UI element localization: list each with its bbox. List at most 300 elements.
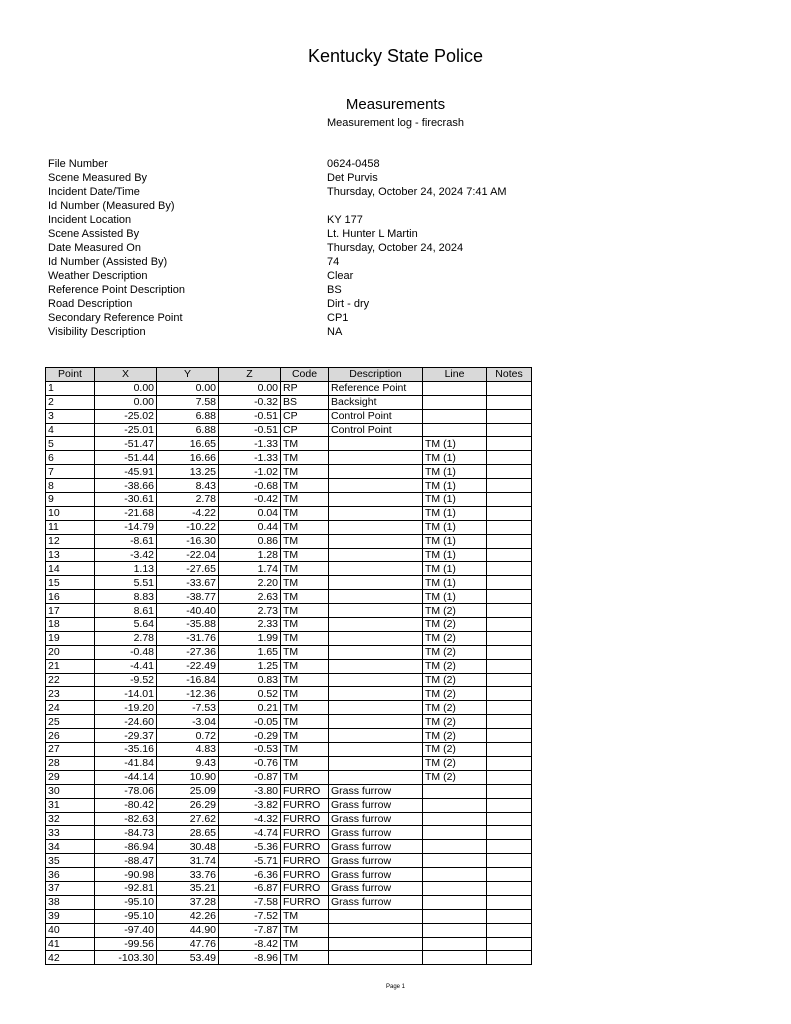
cell-point: 13 xyxy=(46,548,95,562)
cell-point: 41 xyxy=(46,937,95,951)
cell-description: Grass furrow xyxy=(329,895,423,909)
cell-z: 0.44 xyxy=(219,520,281,534)
cell-x: -25.01 xyxy=(95,423,157,437)
table-row xyxy=(46,520,532,534)
cell-code: FURRO xyxy=(281,784,329,798)
incident-info-block xyxy=(48,157,648,339)
cell-y: 4.83 xyxy=(157,743,219,757)
table-row xyxy=(46,909,532,923)
info-row xyxy=(48,325,648,339)
info-row xyxy=(48,199,648,213)
column-header: Description xyxy=(329,368,423,382)
cell-line: TM (2) xyxy=(423,756,487,770)
cell-description xyxy=(329,715,423,729)
cell-description xyxy=(329,909,423,923)
cell-y: -31.76 xyxy=(157,631,219,645)
info-value: Clear xyxy=(327,270,354,282)
cell-z: -0.76 xyxy=(219,756,281,770)
cell-line: TM (1) xyxy=(423,520,487,534)
cell-notes xyxy=(487,506,532,520)
cell-point: 26 xyxy=(46,729,95,743)
cell-point: 15 xyxy=(46,576,95,590)
cell-code: TM xyxy=(281,673,329,687)
cell-point: 19 xyxy=(46,631,95,645)
table-row xyxy=(46,604,532,618)
table-row xyxy=(46,534,532,548)
cell-description xyxy=(329,520,423,534)
measurement-table xyxy=(45,367,532,965)
cell-z: 0.00 xyxy=(219,381,281,395)
cell-notes xyxy=(487,840,532,854)
info-label: Id Number (Assisted By) xyxy=(48,256,168,268)
cell-point: 25 xyxy=(46,715,95,729)
cell-code: FURRO xyxy=(281,895,329,909)
cell-notes xyxy=(487,562,532,576)
cell-description xyxy=(329,576,423,590)
cell-code: FURRO xyxy=(281,826,329,840)
cell-notes xyxy=(487,659,532,673)
cell-line xyxy=(423,937,487,951)
cell-code: TM xyxy=(281,493,329,507)
cell-z: -5.71 xyxy=(219,854,281,868)
table-row xyxy=(46,479,532,493)
cell-description: Grass furrow xyxy=(329,854,423,868)
cell-y: 30.48 xyxy=(157,840,219,854)
cell-description xyxy=(329,562,423,576)
cell-line: TM (2) xyxy=(423,715,487,729)
cell-code: TM xyxy=(281,506,329,520)
cell-point: 35 xyxy=(46,854,95,868)
cell-z: -0.05 xyxy=(219,715,281,729)
cell-x: 0.00 xyxy=(95,381,157,395)
cell-notes xyxy=(487,826,532,840)
cell-y: 33.76 xyxy=(157,868,219,882)
cell-description xyxy=(329,548,423,562)
cell-line: TM (1) xyxy=(423,590,487,604)
cell-line: TM (2) xyxy=(423,645,487,659)
cell-y: -3.04 xyxy=(157,715,219,729)
cell-notes xyxy=(487,423,532,437)
cell-z: 0.83 xyxy=(219,673,281,687)
cell-y: 42.26 xyxy=(157,909,219,923)
cell-x: -41.84 xyxy=(95,756,157,770)
table-row xyxy=(46,659,532,673)
cell-y: -12.36 xyxy=(157,687,219,701)
cell-line xyxy=(423,812,487,826)
cell-notes xyxy=(487,881,532,895)
table-row xyxy=(46,465,532,479)
cell-y: 31.74 xyxy=(157,854,219,868)
document-subtitle: Measurement log - firecrash xyxy=(327,117,464,129)
info-label: Visibility Description xyxy=(48,326,146,338)
cell-notes xyxy=(487,909,532,923)
table-row xyxy=(46,437,532,451)
cell-x: -9.52 xyxy=(95,673,157,687)
cell-y: 6.88 xyxy=(157,423,219,437)
table-row xyxy=(46,770,532,784)
table-row xyxy=(46,381,532,395)
cell-description xyxy=(329,923,423,937)
cell-description: Control Point xyxy=(329,423,423,437)
cell-description xyxy=(329,437,423,451)
cell-notes xyxy=(487,701,532,715)
cell-description: Backsight xyxy=(329,395,423,409)
cell-y: -16.84 xyxy=(157,673,219,687)
info-value: NA xyxy=(327,326,343,338)
cell-z: 1.28 xyxy=(219,548,281,562)
cell-y: -16.30 xyxy=(157,534,219,548)
cell-x: -8.61 xyxy=(95,534,157,548)
table-row xyxy=(46,951,532,965)
cell-z: -0.87 xyxy=(219,770,281,784)
cell-x: -80.42 xyxy=(95,798,157,812)
cell-y: -33.67 xyxy=(157,576,219,590)
cell-code: TM xyxy=(281,951,329,965)
table-row xyxy=(46,493,532,507)
cell-line: TM (1) xyxy=(423,562,487,576)
cell-y: 7.58 xyxy=(157,395,219,409)
cell-z: -0.51 xyxy=(219,423,281,437)
cell-notes xyxy=(487,937,532,951)
cell-z: 0.04 xyxy=(219,506,281,520)
info-value: CP1 xyxy=(327,312,349,324)
cell-x: -14.79 xyxy=(95,520,157,534)
cell-description: Grass furrow xyxy=(329,812,423,826)
table-row xyxy=(46,395,532,409)
cell-code: TM xyxy=(281,743,329,757)
cell-point: 6 xyxy=(46,451,95,465)
cell-point: 20 xyxy=(46,645,95,659)
table-row xyxy=(46,784,532,798)
table-row xyxy=(46,618,532,632)
cell-code: TM xyxy=(281,909,329,923)
info-value: Dirt - dry xyxy=(327,298,370,310)
cell-description xyxy=(329,465,423,479)
cell-code: FURRO xyxy=(281,868,329,882)
table-row xyxy=(46,881,532,895)
cell-x: 2.78 xyxy=(95,631,157,645)
cell-point: 40 xyxy=(46,923,95,937)
cell-notes xyxy=(487,687,532,701)
info-row xyxy=(48,185,648,199)
cell-z: 2.63 xyxy=(219,590,281,604)
cell-x: -4.41 xyxy=(95,659,157,673)
info-value: Thursday, October 24, 2024 7:41 AM xyxy=(327,186,507,198)
cell-y: 6.88 xyxy=(157,409,219,423)
cell-notes xyxy=(487,395,532,409)
cell-y: 16.65 xyxy=(157,437,219,451)
organization-title: Kentucky State Police xyxy=(307,46,484,66)
cell-point: 16 xyxy=(46,590,95,604)
cell-notes xyxy=(487,590,532,604)
cell-z: -0.68 xyxy=(219,479,281,493)
cell-notes xyxy=(487,743,532,757)
cell-point: 42 xyxy=(46,951,95,965)
cell-line xyxy=(423,881,487,895)
cell-line xyxy=(423,423,487,437)
cell-notes xyxy=(487,604,532,618)
info-row xyxy=(48,269,648,283)
cell-y: 35.21 xyxy=(157,881,219,895)
cell-code: FURRO xyxy=(281,881,329,895)
cell-y: 9.43 xyxy=(157,756,219,770)
cell-code: RP xyxy=(281,381,329,395)
cell-point: 14 xyxy=(46,562,95,576)
cell-line: TM (2) xyxy=(423,604,487,618)
cell-point: 28 xyxy=(46,756,95,770)
cell-code: TM xyxy=(281,715,329,729)
cell-z: -3.82 xyxy=(219,798,281,812)
cell-code: FURRO xyxy=(281,840,329,854)
cell-notes xyxy=(487,770,532,784)
cell-line xyxy=(423,909,487,923)
cell-notes xyxy=(487,812,532,826)
cell-y: -27.36 xyxy=(157,645,219,659)
column-header: Y xyxy=(157,368,219,382)
cell-z: 2.20 xyxy=(219,576,281,590)
cell-z: -4.32 xyxy=(219,812,281,826)
cell-code: TM xyxy=(281,548,329,562)
table-row xyxy=(46,451,532,465)
cell-code: FURRO xyxy=(281,798,329,812)
cell-notes xyxy=(487,868,532,882)
cell-point: 12 xyxy=(46,534,95,548)
cell-point: 3 xyxy=(46,409,95,423)
cell-code: TM xyxy=(281,618,329,632)
cell-x: -19.20 xyxy=(95,701,157,715)
cell-description xyxy=(329,951,423,965)
cell-x: -0.48 xyxy=(95,645,157,659)
cell-z: 1.74 xyxy=(219,562,281,576)
cell-code: TM xyxy=(281,576,329,590)
cell-z: 1.99 xyxy=(219,631,281,645)
cell-line xyxy=(423,923,487,937)
cell-z: -7.58 xyxy=(219,895,281,909)
cell-line: TM (2) xyxy=(423,729,487,743)
cell-code: TM xyxy=(281,520,329,534)
cell-point: 24 xyxy=(46,701,95,715)
cell-x: -95.10 xyxy=(95,909,157,923)
column-header: X xyxy=(95,368,157,382)
cell-code: TM xyxy=(281,479,329,493)
info-label: Weather Description xyxy=(48,270,148,282)
info-label: Reference Point Description xyxy=(48,284,185,296)
cell-code: TM xyxy=(281,701,329,715)
cell-description xyxy=(329,770,423,784)
cell-line: TM (1) xyxy=(423,548,487,562)
cell-line: TM (1) xyxy=(423,534,487,548)
cell-y: -27.65 xyxy=(157,562,219,576)
cell-description: Grass furrow xyxy=(329,798,423,812)
cell-code: TM xyxy=(281,770,329,784)
cell-line: TM (1) xyxy=(423,437,487,451)
cell-point: 29 xyxy=(46,770,95,784)
cell-y: 37.28 xyxy=(157,895,219,909)
cell-y: -22.49 xyxy=(157,659,219,673)
column-header: Z xyxy=(219,368,281,382)
cell-description xyxy=(329,506,423,520)
cell-line xyxy=(423,854,487,868)
cell-x: -25.02 xyxy=(95,409,157,423)
cell-code: CP xyxy=(281,423,329,437)
cell-y: 53.49 xyxy=(157,951,219,965)
cell-notes xyxy=(487,437,532,451)
cell-point: 21 xyxy=(46,659,95,673)
cell-notes xyxy=(487,854,532,868)
cell-point: 39 xyxy=(46,909,95,923)
cell-point: 4 xyxy=(46,423,95,437)
cell-x: -3.42 xyxy=(95,548,157,562)
cell-point: 1 xyxy=(46,381,95,395)
table-row xyxy=(46,409,532,423)
info-row xyxy=(48,227,648,241)
cell-z: -3.80 xyxy=(219,784,281,798)
cell-z: -1.33 xyxy=(219,437,281,451)
info-row xyxy=(48,311,648,325)
cell-notes xyxy=(487,493,532,507)
document-title: Measurements xyxy=(345,96,446,113)
cell-x: -95.10 xyxy=(95,895,157,909)
table-row xyxy=(46,576,532,590)
table-row xyxy=(46,631,532,645)
cell-notes xyxy=(487,409,532,423)
cell-x: 0.00 xyxy=(95,395,157,409)
cell-point: 37 xyxy=(46,881,95,895)
cell-description xyxy=(329,673,423,687)
cell-point: 36 xyxy=(46,868,95,882)
cell-z: -1.02 xyxy=(219,465,281,479)
table-row xyxy=(46,729,532,743)
cell-point: 18 xyxy=(46,618,95,632)
cell-y: 10.90 xyxy=(157,770,219,784)
cell-line xyxy=(423,868,487,882)
cell-z: 2.73 xyxy=(219,604,281,618)
cell-y: -7.53 xyxy=(157,701,219,715)
cell-y: 0.72 xyxy=(157,729,219,743)
table-row xyxy=(46,826,532,840)
cell-notes xyxy=(487,923,532,937)
table-header-row xyxy=(46,368,532,382)
cell-x: -35.16 xyxy=(95,743,157,757)
cell-description: Grass furrow xyxy=(329,784,423,798)
cell-x: -14.01 xyxy=(95,687,157,701)
table-row xyxy=(46,868,532,882)
column-header: Notes xyxy=(487,368,532,382)
cell-x: 5.51 xyxy=(95,576,157,590)
cell-y: 26.29 xyxy=(157,798,219,812)
cell-x: -88.47 xyxy=(95,854,157,868)
cell-x: 8.83 xyxy=(95,590,157,604)
cell-point: 7 xyxy=(46,465,95,479)
cell-notes xyxy=(487,534,532,548)
cell-description xyxy=(329,743,423,757)
cell-y: 25.09 xyxy=(157,784,219,798)
cell-z: 1.25 xyxy=(219,659,281,673)
cell-description xyxy=(329,756,423,770)
info-row xyxy=(48,241,648,255)
info-row xyxy=(48,255,648,269)
cell-point: 31 xyxy=(46,798,95,812)
cell-notes xyxy=(487,618,532,632)
cell-x: -29.37 xyxy=(95,729,157,743)
column-header: Code xyxy=(281,368,329,382)
cell-code: TM xyxy=(281,631,329,645)
table-row xyxy=(46,743,532,757)
cell-z: 2.33 xyxy=(219,618,281,632)
cell-y: 2.78 xyxy=(157,493,219,507)
cell-notes xyxy=(487,576,532,590)
cell-z: -4.74 xyxy=(219,826,281,840)
cell-x: -84.73 xyxy=(95,826,157,840)
info-row xyxy=(48,283,648,297)
cell-x: -99.56 xyxy=(95,937,157,951)
cell-description xyxy=(329,534,423,548)
cell-line: TM (2) xyxy=(423,687,487,701)
cell-x: -38.66 xyxy=(95,479,157,493)
cell-z: 1.65 xyxy=(219,645,281,659)
cell-line: TM (2) xyxy=(423,659,487,673)
table-row xyxy=(46,701,532,715)
cell-point: 38 xyxy=(46,895,95,909)
cell-y: 28.65 xyxy=(157,826,219,840)
cell-code: TM xyxy=(281,937,329,951)
cell-line: TM (1) xyxy=(423,506,487,520)
cell-description: Grass furrow xyxy=(329,881,423,895)
cell-code: TM xyxy=(281,465,329,479)
cell-notes xyxy=(487,381,532,395)
cell-code: TM xyxy=(281,562,329,576)
cell-point: 23 xyxy=(46,687,95,701)
table-row xyxy=(46,590,532,604)
info-row xyxy=(48,171,648,185)
cell-x: -103.30 xyxy=(95,951,157,965)
cell-description xyxy=(329,645,423,659)
cell-x: -44.14 xyxy=(95,770,157,784)
info-label: File Number xyxy=(48,158,108,170)
cell-point: 2 xyxy=(46,395,95,409)
cell-y: 0.00 xyxy=(157,381,219,395)
cell-notes xyxy=(487,520,532,534)
cell-y: 13.25 xyxy=(157,465,219,479)
cell-notes xyxy=(487,645,532,659)
cell-z: -0.42 xyxy=(219,493,281,507)
cell-z: -0.53 xyxy=(219,743,281,757)
cell-y: 27.62 xyxy=(157,812,219,826)
cell-code: FURRO xyxy=(281,854,329,868)
table-row xyxy=(46,812,532,826)
cell-line xyxy=(423,784,487,798)
cell-point: 9 xyxy=(46,493,95,507)
cell-z: -7.87 xyxy=(219,923,281,937)
cell-x: -97.40 xyxy=(95,923,157,937)
cell-z: -0.32 xyxy=(219,395,281,409)
table-row xyxy=(46,937,532,951)
cell-code: TM xyxy=(281,645,329,659)
cell-point: 10 xyxy=(46,506,95,520)
cell-y: -10.22 xyxy=(157,520,219,534)
cell-description xyxy=(329,687,423,701)
info-row xyxy=(48,213,648,227)
cell-point: 8 xyxy=(46,479,95,493)
cell-notes xyxy=(487,895,532,909)
cell-z: 0.52 xyxy=(219,687,281,701)
cell-line xyxy=(423,895,487,909)
table-row xyxy=(46,506,532,520)
cell-x: -51.47 xyxy=(95,437,157,451)
cell-y: 16.66 xyxy=(157,451,219,465)
cell-z: -0.29 xyxy=(219,729,281,743)
cell-description: Grass furrow xyxy=(329,840,423,854)
